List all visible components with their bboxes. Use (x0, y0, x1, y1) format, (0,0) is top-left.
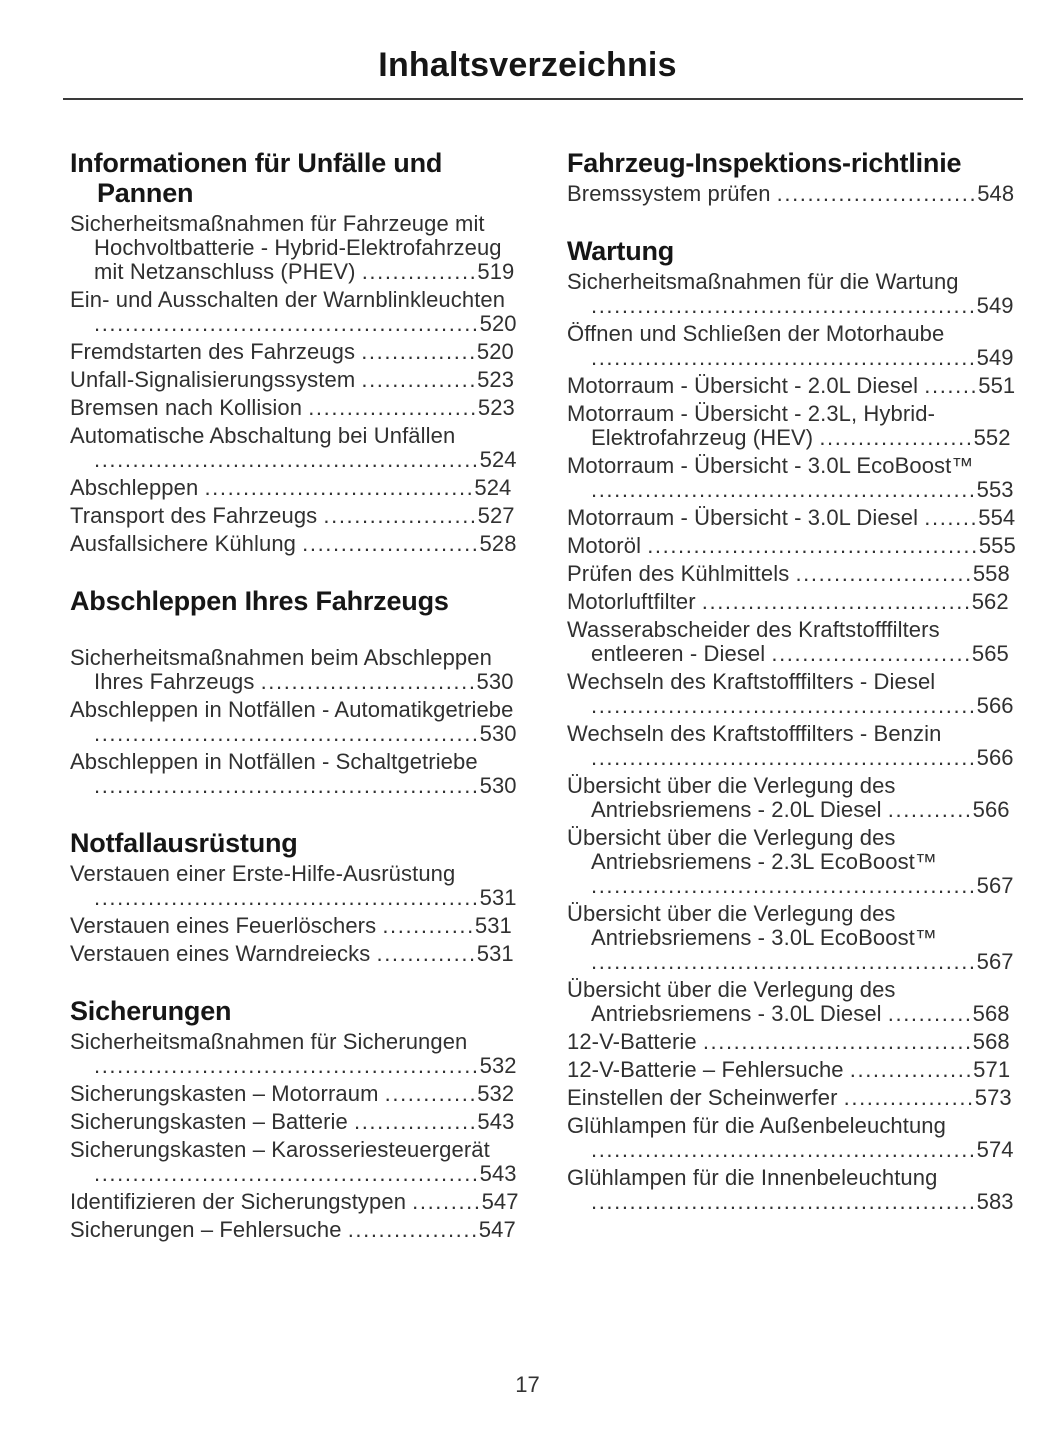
toc-entry-label: Ausfallsichere Kühlung (70, 531, 297, 556)
toc-entry-page: 532 (477, 1081, 515, 1106)
toc-entry[interactable] (70, 698, 519, 746)
toc-entry-page: 571 (973, 1057, 1011, 1082)
dot-leader: ................................... (701, 589, 972, 614)
section-heading: Fahrzeug-Inspektions-richtlinie (567, 148, 962, 178)
toc-section-sicherungen (70, 996, 519, 1242)
dot-leader: ............................ (260, 669, 477, 694)
toc-entry-label: Motorraum - Übersicht - 3.0L Diesel (567, 505, 919, 530)
toc-entry-page: 520 (479, 311, 517, 336)
toc-entry-label: Übersicht über die Verlegung des Antriebsriemens - 2.0L Diesel (567, 773, 896, 822)
toc-entry-page: 549 (976, 345, 1014, 370)
toc-entry-page: 530 (479, 721, 517, 746)
dot-leader: .................................................. (591, 345, 977, 370)
toc-entry-label: Verstauen eines Feuerlöschers (70, 913, 377, 938)
toc-entry[interactable] (567, 978, 1016, 1026)
toc-entry[interactable] (567, 590, 1016, 614)
dot-leader: .................................................. (591, 873, 977, 898)
toc-entry-page: 562 (971, 589, 1009, 614)
toc-entry-label: Sicherungskasten – Karosseriesteuergerät (70, 1137, 490, 1162)
toc-entry-label: Unfall-Signalisierungssystem (70, 367, 356, 392)
toc-entry-label: Sicherheitsmaßnahmen beim Abschleppen Ihres Fahrzeugs (70, 645, 492, 694)
toc-entry-label: Motorraum - Übersicht - 3.0L EcoBoost™ (567, 453, 974, 478)
toc-entry-label: Übersicht über die Verlegung des Antriebsriemens - 3.0L EcoBoost™ (567, 901, 937, 950)
toc-entry-page: 568 (972, 1029, 1010, 1054)
toc-entry[interactable] (70, 862, 519, 910)
toc-entry-label: Verstauen eines Warndreiecks (70, 941, 371, 966)
toc-column-right (567, 148, 1016, 1246)
toc-entry-label: Automatische Abschaltung bei Unfällen (70, 423, 456, 448)
dot-leader: ............... (361, 367, 478, 392)
toc-entry[interactable] (70, 1082, 519, 1106)
toc-section-unfaelle-und-pannen (70, 148, 519, 556)
dot-leader: .......................... (771, 641, 972, 666)
toc-entry[interactable] (567, 902, 1016, 974)
toc-entry-label: Glühlampen für die Innenbeleuchtung (567, 1165, 938, 1190)
section-heading: Abschleppen Ihres Fahrzeugs (70, 586, 449, 616)
toc-entry-label: Wechseln des Kraftstofffilters - Benzin (567, 721, 942, 746)
dot-leader: .................................................. (591, 745, 977, 770)
dot-leader: ................................... (702, 1029, 973, 1054)
toc-entry-label: Motorraum - Übersicht - 2.0L Diesel (567, 373, 919, 398)
toc-entry-page: 574 (976, 1137, 1014, 1162)
dot-leader: ............... (361, 259, 478, 284)
dot-leader: .................................................. (591, 693, 977, 718)
toc-entry[interactable] (567, 774, 1016, 822)
toc-entry-label: Motoröl (567, 533, 642, 558)
toc-entry-label: Identifizieren der Sicherungstypen (70, 1189, 407, 1214)
toc-entry-label: Öffnen und Schließen der Motorhaube (567, 321, 945, 346)
toc-entry[interactable] (567, 402, 1016, 450)
toc-entry[interactable] (70, 396, 519, 420)
toc-entry-label: 12-V-Batterie – Fehlersuche (567, 1057, 844, 1082)
toc-entry-label: Sicherheitsmaßnahmen für Fahrzeuge mit Hochvoltbatterie - Hybrid-Elektrofahrzeug mit Netzanschluss (PHEV) (70, 211, 502, 284)
toc-entry-label: Abschleppen (70, 475, 199, 500)
toc-entry-page: 531 (476, 941, 514, 966)
toc-entry-page: 524 (479, 447, 517, 472)
section-heading: Notfallausrüstung (70, 828, 298, 858)
dot-leader: .................................................. (94, 447, 480, 472)
dot-leader: ....................... (302, 531, 480, 556)
toc-entry-page: 524 (474, 475, 512, 500)
toc-entry[interactable] (70, 942, 519, 966)
dot-leader: .................................................. (94, 311, 480, 336)
dot-leader: .................... (323, 503, 478, 528)
toc-content (70, 148, 1055, 1246)
dot-leader: ................. (843, 1085, 975, 1110)
dot-leader: .......................... (776, 181, 978, 206)
toc-entry[interactable] (70, 750, 519, 798)
toc-entry-page: 583 (976, 1189, 1014, 1214)
dot-leader: ....................... (795, 561, 973, 586)
toc-entry-page: 573 (974, 1085, 1012, 1110)
toc-entry-label: Bremssystem prüfen (567, 181, 771, 206)
toc-entry[interactable] (70, 1138, 519, 1186)
toc-column-left (70, 148, 519, 1246)
toc-entry-label: Sicherungskasten – Batterie (70, 1109, 348, 1134)
toc-entry[interactable] (567, 454, 1016, 502)
toc-entry[interactable] (567, 670, 1016, 718)
toc-entry-page: 567 (976, 949, 1014, 974)
toc-entry[interactable] (567, 826, 1016, 898)
toc-entry[interactable] (70, 476, 519, 500)
dot-leader: ............ (382, 913, 475, 938)
toc-entry-page: 554 (978, 505, 1016, 530)
dot-leader: ........... (887, 797, 973, 822)
toc-entry-page: 553 (976, 477, 1014, 502)
toc-entry-label: Motorluftfilter (567, 589, 696, 614)
toc-entry-label: Wechseln des Kraftstofffilters - Diesel (567, 669, 936, 694)
toc-entry[interactable] (567, 618, 1016, 666)
toc-entry-page: 566 (976, 693, 1014, 718)
toc-entry-page: 547 (478, 1217, 516, 1242)
toc-section-notfallausruestung (70, 828, 519, 966)
toc-entry-page: 543 (477, 1109, 515, 1134)
toc-entry-page: 566 (976, 745, 1014, 770)
toc-entry[interactable] (567, 1114, 1016, 1162)
toc-entry[interactable] (70, 1218, 519, 1242)
toc-entry-label: Glühlampen für die Außenbeleuchtung (567, 1113, 946, 1138)
toc-entry-label: Ein- und Ausschalten der Warnblinkleuchten (70, 287, 506, 312)
toc-entry-label: Sicherungen – Fehlersuche (70, 1217, 342, 1242)
section-heading: Sicherungen (70, 996, 232, 1026)
toc-entry-label: Fremdstarten des Fahrzeugs (70, 339, 356, 364)
toc-entry-label: Übersicht über die Verlegung des Antriebsriemens - 3.0L Diesel (567, 977, 896, 1026)
dot-leader: .................................................. (591, 1137, 977, 1162)
toc-entry-page: 549 (976, 293, 1014, 318)
dot-leader: .................................................. (94, 1161, 480, 1186)
toc-entry[interactable] (70, 1190, 519, 1214)
toc-entry-page: 530 (479, 773, 517, 798)
toc-entry[interactable] (567, 270, 1016, 318)
dot-leader: ...................... (308, 395, 478, 420)
toc-entry-page: 523 (477, 395, 515, 420)
toc-entry-label: Transport des Fahrzeugs (70, 503, 318, 528)
toc-entry-label: Sicherheitsmaßnahmen für Sicherungen (70, 1029, 468, 1054)
toc-entry-page: 551 (978, 373, 1016, 398)
toc-entry-page: 547 (481, 1189, 519, 1214)
toc-entry[interactable] (70, 1110, 519, 1134)
dot-leader: ............. (376, 941, 477, 966)
page-title: Inhaltsverzeichnis (378, 46, 677, 84)
toc-entry-page: 531 (474, 913, 512, 938)
toc-entry-label: Abschleppen in Notfällen - Automatikgetriebe (70, 697, 514, 722)
dot-leader: .................................................. (591, 477, 977, 502)
toc-entry-label: Abschleppen in Notfällen - Schaltgetriebe (70, 749, 478, 774)
dot-leader: ....... (924, 505, 979, 530)
toc-entry-page: 566 (972, 797, 1010, 822)
toc-entry[interactable] (567, 1058, 1016, 1082)
toc-section-abschleppen (70, 586, 519, 798)
dot-leader: .................................................. (591, 949, 977, 974)
toc-entry-page: 567 (976, 873, 1014, 898)
toc-entry-page: 543 (479, 1161, 517, 1186)
toc-entry[interactable] (567, 1166, 1016, 1214)
dot-leader: .................................................. (94, 885, 480, 910)
dot-leader: ....... (924, 373, 979, 398)
toc-entry-page: 568 (972, 1001, 1010, 1026)
dot-leader: .................................................. (94, 773, 480, 798)
dot-leader: .................................................. (591, 293, 977, 318)
toc-entry[interactable] (567, 506, 1016, 530)
toc-entry-page: 558 (972, 561, 1010, 586)
section-heading: Wartung (567, 236, 675, 266)
dot-leader: .................................................. (591, 1189, 977, 1214)
toc-entry[interactable] (70, 646, 519, 694)
dot-leader: .................................................. (94, 1053, 480, 1078)
toc-entry[interactable] (70, 504, 519, 528)
dot-leader: ................. (347, 1217, 479, 1242)
toc-entry[interactable] (567, 182, 1016, 206)
toc-section-inspektionsrichtlinie (567, 148, 1016, 206)
toc-entry-page: 532 (479, 1053, 517, 1078)
toc-entry[interactable] (70, 1030, 519, 1078)
toc-entry-page: 565 (971, 641, 1009, 666)
toc-entry[interactable] (567, 322, 1016, 370)
dot-leader: .................................................. (94, 721, 480, 746)
toc-entry-label: Sicherheitsmaßnahmen für die Wartung (567, 269, 959, 294)
toc-entry-page: 555 (978, 533, 1016, 558)
page-number: 17 (515, 1372, 540, 1397)
toc-entry-label: Wasserabscheider des Kraftstofffilters entleeren - Diesel (567, 617, 940, 666)
toc-entry[interactable] (70, 288, 519, 336)
toc-section-wartung (567, 236, 1016, 1214)
toc-entry[interactable] (567, 534, 1016, 558)
toc-entry-page: 531 (479, 885, 517, 910)
toc-entry-page: 520 (476, 339, 514, 364)
toc-entry[interactable] (70, 340, 519, 364)
title-divider (63, 98, 1023, 100)
dot-leader: ......... (412, 1189, 482, 1214)
toc-entry-label: Übersicht über die Verlegung des Antriebsriemens - 2.3L EcoBoost™ (567, 825, 937, 874)
section-heading: Informationen für Unfälle und Pannen (70, 148, 443, 208)
toc-entry-page: 523 (477, 367, 515, 392)
dot-leader: ........... (887, 1001, 973, 1026)
toc-entry-page: 552 (973, 425, 1011, 450)
dot-leader: ............ (384, 1081, 478, 1106)
dot-leader: ................ (354, 1109, 478, 1134)
toc-entry-page: 548 (977, 181, 1015, 206)
toc-entry[interactable] (70, 914, 519, 938)
toc-entry-page: 530 (476, 669, 514, 694)
toc-entry-label: 12-V-Batterie (567, 1029, 697, 1054)
toc-entry-label: Einstellen der Scheinwerfer (567, 1085, 838, 1110)
dot-leader: ................................... (204, 475, 475, 500)
toc-entry[interactable] (70, 212, 519, 284)
toc-entry[interactable] (567, 1086, 1016, 1110)
toc-entry[interactable] (567, 722, 1016, 770)
toc-entry[interactable] (70, 368, 519, 392)
toc-entry[interactable] (567, 1030, 1016, 1054)
toc-entry-label: Bremsen nach Kollision (70, 395, 303, 420)
toc-entry[interactable] (70, 532, 519, 556)
toc-entry-label: Verstauen einer Erste-Hilfe-Ausrüstung (70, 861, 456, 886)
toc-entry-label: Prüfen des Kühlmittels (567, 561, 790, 586)
toc-entry-page: 527 (477, 503, 515, 528)
toc-entry-page: 519 (477, 259, 515, 284)
toc-entry-label: Sicherungskasten – Motorraum (70, 1081, 379, 1106)
dot-leader: ............... (361, 339, 477, 364)
toc-entry-page: 528 (479, 531, 517, 556)
toc-entry[interactable] (70, 424, 519, 472)
toc-entry[interactable] (567, 562, 1016, 586)
dot-leader: .................... (819, 425, 974, 450)
toc-entry[interactable] (567, 374, 1016, 398)
toc-entry-label: Motorraum - Übersicht - 2.3L, Hybrid-Elektrofahrzeug (HEV) (567, 401, 936, 450)
dot-leader: ................ (849, 1057, 974, 1082)
dot-leader: ........................................... (647, 533, 979, 558)
